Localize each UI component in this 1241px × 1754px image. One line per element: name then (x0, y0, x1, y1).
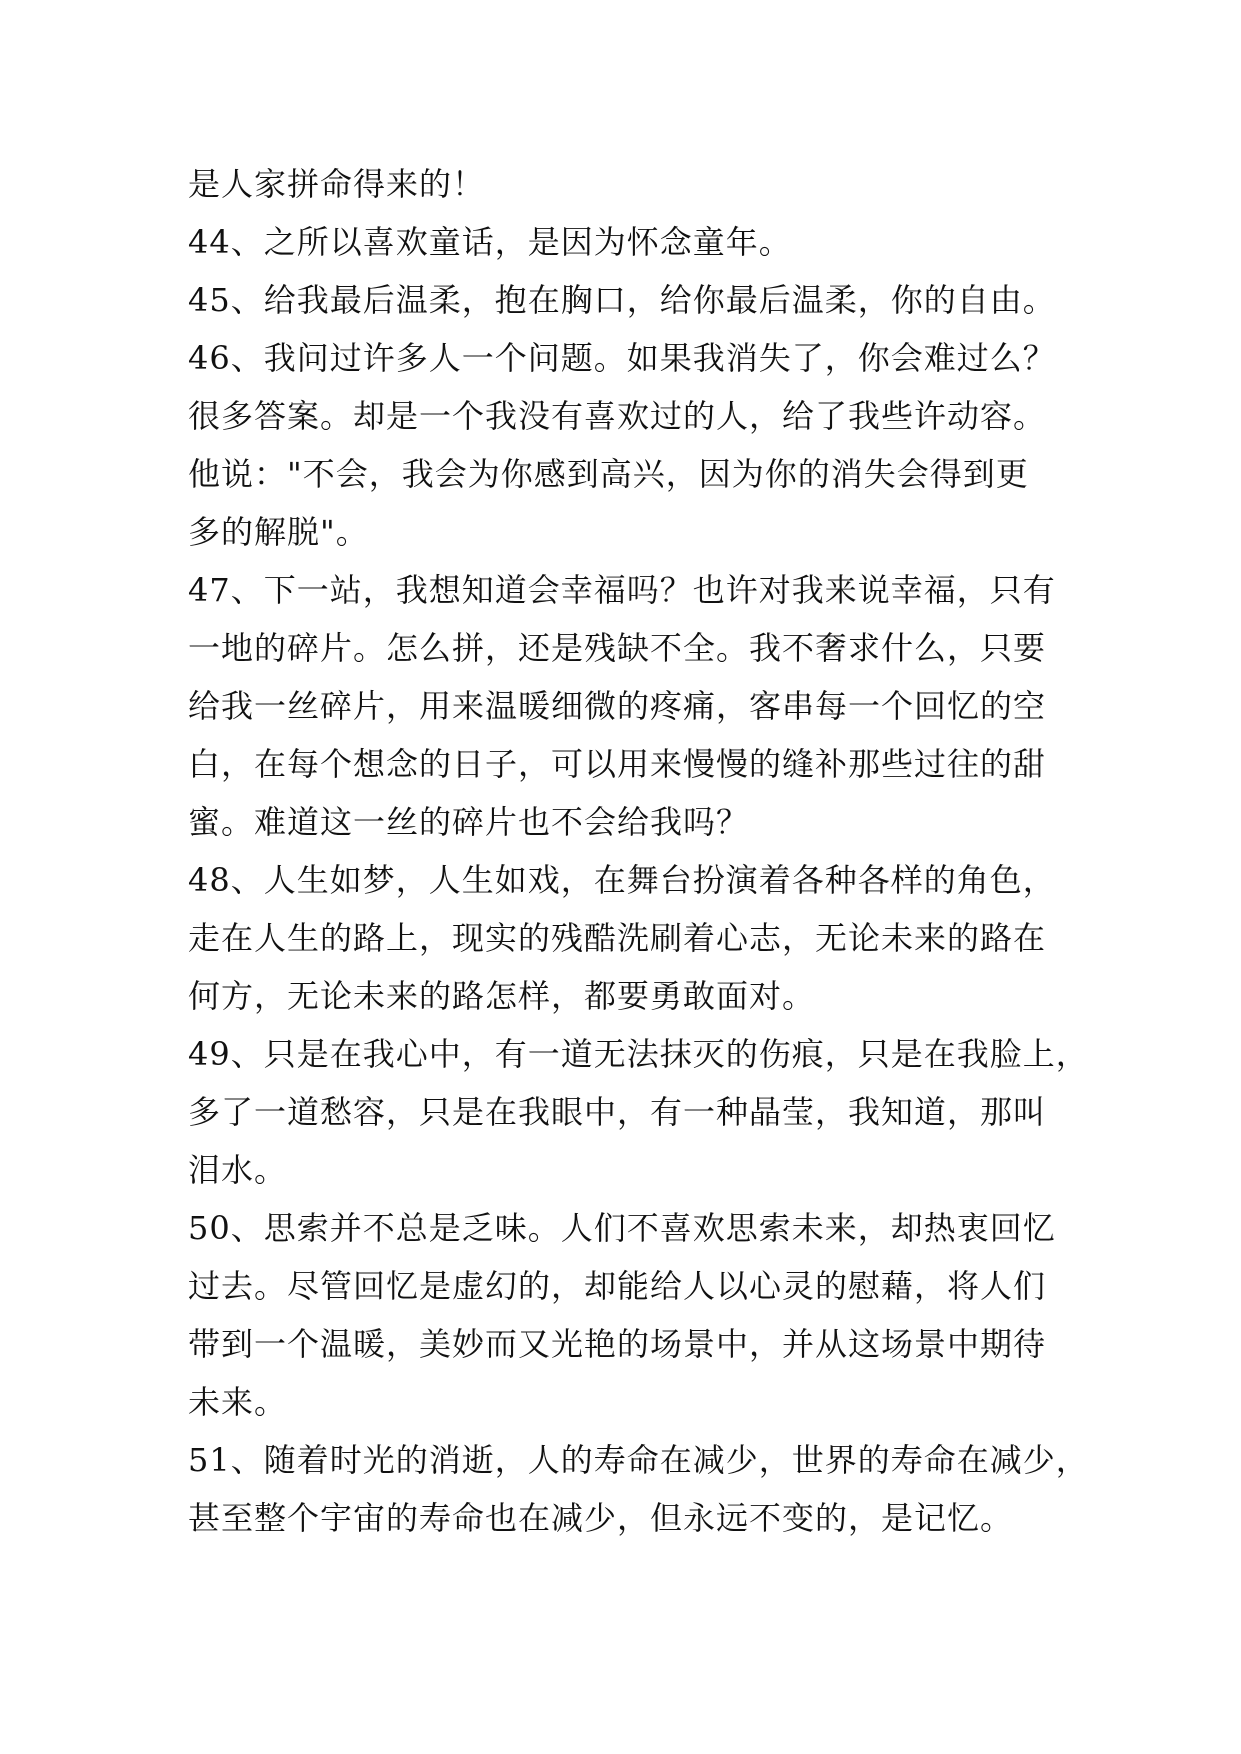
text-line: 一地的碎片。怎么拼，还是残缺不全。我不奢求什么，只要 (188, 629, 1047, 667)
text-line: 他说："不会，我会为你感到高兴，因为你的消失会得到更 (188, 455, 1029, 493)
text-line: 多的解脱"。 (188, 513, 369, 551)
text-line: 48、人生如梦，人生如戏，在舞台扮演着各种各样的角色， (188, 861, 1056, 899)
text-line: 走在人生的路上，现实的残酷洗刷着心志，无论未来的路在 (188, 919, 1047, 957)
text-line: 50、思索并不总是乏味。人们不喜欢思索未来，却热衷回忆 (188, 1209, 1056, 1247)
text-line: 何方，无论未来的路怎样，都要勇敢面对。 (188, 977, 816, 1015)
text-line: 泪水。 (188, 1151, 288, 1189)
text-line: 蜜。难道这一丝的碎片也不会给我吗？ (188, 803, 750, 841)
text-line: 给我一丝碎片，用来温暖细微的疼痛，客串每一个回忆的空 (188, 687, 1047, 725)
text-line: 46、我问过许多人一个问题。如果我消失了，你会难过么？ (188, 339, 1056, 377)
text-line: 带到一个温暖，美妙而又光艳的场景中，并从这场景中期待 (188, 1325, 1047, 1363)
text-line: 未来。 (188, 1383, 288, 1421)
text-line: 过去。尽管回忆是虚幻的，却能给人以心灵的慰藉，将人们 (188, 1267, 1047, 1305)
text-line: 51、随着时光的消逝，人的寿命在减少，世界的寿命在减少， (188, 1441, 1089, 1479)
text-line: 44、之所以喜欢童话，是因为怀念童年。 (188, 223, 792, 261)
text-line: 47、下一站，我想知道会幸福吗？也许对我来说幸福，只有 (188, 571, 1056, 609)
text-line: 多了一道愁容，只是在我眼中，有一种晶莹，我知道，那叫 (188, 1093, 1047, 1131)
text-line: 很多答案。却是一个我没有喜欢过的人，给了我些许动容。 (188, 397, 1047, 435)
text-line: 是人家拼命得来的！ (188, 165, 486, 203)
document-body (188, 155, 1089, 1547)
text-line: 白，在每个想念的日子，可以用来慢慢的缝补那些过往的甜 (188, 745, 1047, 783)
text-line: 45、给我最后温柔，抱在胸口，给你最后温柔，你的自由。 (188, 281, 1056, 319)
text-line: 甚至整个宇宙的寿命也在减少，但永远不变的，是记忆。 (188, 1499, 1014, 1537)
text-line: 49、只是在我心中，有一道无法抹灭的伤痕，只是在我脸上， (188, 1035, 1089, 1073)
